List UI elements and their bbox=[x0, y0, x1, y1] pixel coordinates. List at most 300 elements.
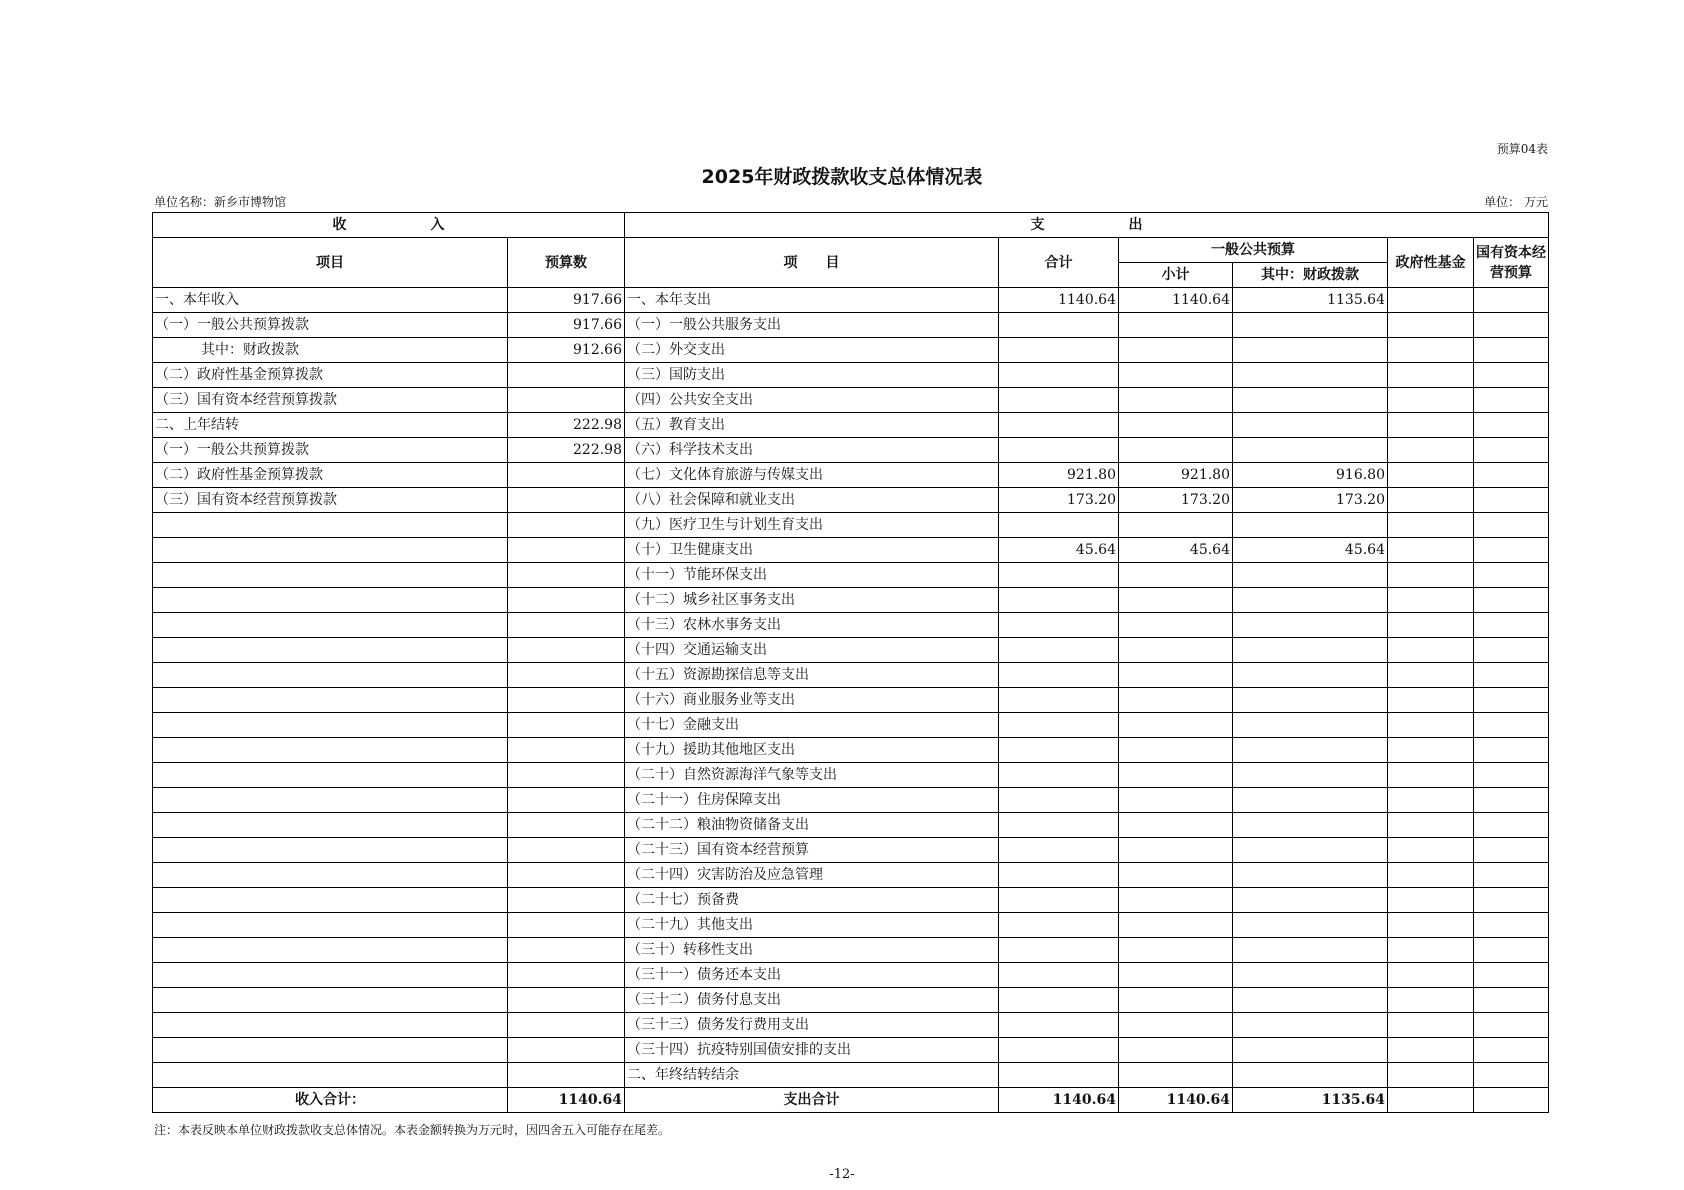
general-subtotal bbox=[1119, 888, 1233, 913]
gov-fund-amount bbox=[1388, 438, 1474, 463]
fiscal-allocation bbox=[1233, 738, 1388, 763]
income-item: （一）一般公共预算拨款 bbox=[153, 313, 508, 338]
expense-total bbox=[999, 1063, 1119, 1088]
general-subtotal bbox=[1119, 638, 1233, 663]
state-capital-amount bbox=[1474, 863, 1549, 888]
expense-item: （二十）自然资源海洋气象等支出 bbox=[625, 763, 999, 788]
general-subtotal bbox=[1119, 963, 1233, 988]
income-item: （二）政府性基金预算拨款 bbox=[153, 363, 508, 388]
expense-total bbox=[999, 813, 1119, 838]
table-row bbox=[153, 588, 1549, 613]
table-row bbox=[153, 1038, 1549, 1063]
state-capital-amount bbox=[1474, 588, 1549, 613]
col-subtotal: 小计 bbox=[1119, 263, 1233, 288]
table-row bbox=[153, 713, 1549, 738]
expense-total bbox=[999, 763, 1119, 788]
state-capital-amount bbox=[1474, 388, 1549, 413]
expense-total bbox=[999, 613, 1119, 638]
state-capital-amount bbox=[1474, 538, 1549, 563]
expense-item: （十七）金融支出 bbox=[625, 713, 999, 738]
state-capital-amount bbox=[1474, 463, 1549, 488]
gov-fund-amount bbox=[1388, 1063, 1474, 1088]
fiscal-allocation bbox=[1233, 613, 1388, 638]
general-subtotal bbox=[1119, 838, 1233, 863]
expense-item: （十一）节能环保支出 bbox=[625, 563, 999, 588]
state-capital-amount bbox=[1474, 638, 1549, 663]
expense-item: （二十七）预备费 bbox=[625, 888, 999, 913]
state-capital-amount bbox=[1474, 613, 1549, 638]
expense-item: （十五）资源勘探信息等支出 bbox=[625, 663, 999, 688]
income-item bbox=[153, 713, 508, 738]
expense-item: （四）公共安全支出 bbox=[625, 388, 999, 413]
general-subtotal bbox=[1119, 938, 1233, 963]
gov-fund-amount bbox=[1388, 788, 1474, 813]
expense-total bbox=[999, 413, 1119, 438]
unit-name: 单位名称：新乡市博物馆 bbox=[154, 195, 287, 209]
gov-fund-amount bbox=[1388, 688, 1474, 713]
table-row bbox=[153, 538, 1549, 563]
expense-total bbox=[999, 788, 1119, 813]
income-item bbox=[153, 788, 508, 813]
fiscal-allocation bbox=[1233, 638, 1388, 663]
fiscal-allocation bbox=[1233, 438, 1388, 463]
general-subtotal bbox=[1119, 438, 1233, 463]
income-item bbox=[153, 663, 508, 688]
gov-fund-amount bbox=[1388, 563, 1474, 588]
state-capital-amount bbox=[1474, 363, 1549, 388]
general-subtotal bbox=[1119, 738, 1233, 763]
table-row bbox=[153, 788, 1549, 813]
fiscal-allocation bbox=[1233, 563, 1388, 588]
state-capital-amount bbox=[1474, 1013, 1549, 1038]
fiscal-allocation bbox=[1233, 988, 1388, 1013]
expense-total: 1140.64 bbox=[999, 288, 1119, 313]
col-budget: 预算数 bbox=[508, 238, 625, 288]
table-row bbox=[153, 763, 1549, 788]
expense-item: （三十一）债务还本支出 bbox=[625, 963, 999, 988]
unit-label: 单位： 万元 bbox=[1484, 195, 1548, 209]
table-row bbox=[153, 438, 1549, 463]
expense-item: （一）一般公共服务支出 bbox=[625, 313, 999, 338]
income-amount bbox=[508, 513, 625, 538]
income-amount bbox=[508, 813, 625, 838]
fiscal-allocation bbox=[1233, 338, 1388, 363]
fiscal-allocation bbox=[1233, 1038, 1388, 1063]
fiscal-allocation bbox=[1233, 938, 1388, 963]
gov-fund-amount bbox=[1388, 388, 1474, 413]
general-subtotal bbox=[1119, 338, 1233, 363]
income-amount bbox=[508, 913, 625, 938]
table-row bbox=[153, 413, 1549, 438]
income-item bbox=[153, 963, 508, 988]
expense-item: （七）文化体育旅游与传媒支出 bbox=[625, 463, 999, 488]
fiscal-allocation bbox=[1233, 963, 1388, 988]
income-item bbox=[153, 563, 508, 588]
general-subtotal: 921.80 bbox=[1119, 463, 1233, 488]
gov-fund-sum bbox=[1388, 1088, 1474, 1113]
general-subtotal bbox=[1119, 613, 1233, 638]
income-amount bbox=[508, 638, 625, 663]
income-item bbox=[153, 513, 508, 538]
income-amount bbox=[508, 588, 625, 613]
income-amount bbox=[508, 1013, 625, 1038]
expense-item: （十四）交通运输支出 bbox=[625, 638, 999, 663]
income-item bbox=[153, 838, 508, 863]
expense-item: 二、年终结转结余 bbox=[625, 1063, 999, 1088]
fiscal-allocation bbox=[1233, 313, 1388, 338]
expense-total bbox=[999, 1013, 1119, 1038]
fiscal-allocation bbox=[1233, 513, 1388, 538]
page-number: -12- bbox=[829, 1167, 855, 1182]
expense-item: （三）国防支出 bbox=[625, 363, 999, 388]
fiscal-allocation bbox=[1233, 688, 1388, 713]
general-subtotal bbox=[1119, 388, 1233, 413]
form-number: 预算04表 bbox=[1496, 142, 1548, 156]
column-header-row bbox=[153, 238, 1549, 263]
table-row bbox=[153, 988, 1549, 1013]
gov-fund-amount bbox=[1388, 863, 1474, 888]
expense-item: （二十三）国有资本经营预算 bbox=[625, 838, 999, 863]
state-capital-amount bbox=[1474, 488, 1549, 513]
table-row bbox=[153, 288, 1549, 313]
general-subtotal bbox=[1119, 413, 1233, 438]
expense-item: （三十）转移性支出 bbox=[625, 938, 999, 963]
income-amount bbox=[508, 488, 625, 513]
income-item bbox=[153, 638, 508, 663]
table-row bbox=[153, 363, 1549, 388]
income-amount bbox=[508, 938, 625, 963]
income-amount bbox=[508, 863, 625, 888]
fiscal-allocation bbox=[1233, 913, 1388, 938]
general-subtotal bbox=[1119, 688, 1233, 713]
state-capital-amount bbox=[1474, 338, 1549, 363]
expense-item: （三十二）债务付息支出 bbox=[625, 988, 999, 1013]
income-amount bbox=[508, 1038, 625, 1063]
general-subtotal bbox=[1119, 1013, 1233, 1038]
page-title: 2025年财政拨款收支总体情况表 bbox=[701, 166, 983, 188]
income-amount: 917.66 bbox=[508, 288, 625, 313]
expense-total bbox=[999, 938, 1119, 963]
income-item bbox=[153, 538, 508, 563]
expense-total bbox=[999, 313, 1119, 338]
general-subtotal bbox=[1119, 1063, 1233, 1088]
fiscal-allocation bbox=[1233, 838, 1388, 863]
income-item bbox=[153, 1013, 508, 1038]
state-capital-amount bbox=[1474, 563, 1549, 588]
gov-fund-amount bbox=[1388, 988, 1474, 1013]
income-amount bbox=[508, 538, 625, 563]
table-row bbox=[153, 663, 1549, 688]
general-subtotal bbox=[1119, 663, 1233, 688]
income-amount bbox=[508, 963, 625, 988]
income-amount bbox=[508, 713, 625, 738]
expense-total: 173.20 bbox=[999, 488, 1119, 513]
gov-fund-amount bbox=[1388, 588, 1474, 613]
gov-fund-amount bbox=[1388, 738, 1474, 763]
expense-item: （二十二）粮油物资储备支出 bbox=[625, 813, 999, 838]
general-subtotal bbox=[1119, 363, 1233, 388]
state-capital-amount bbox=[1474, 1038, 1549, 1063]
income-amount bbox=[508, 738, 625, 763]
gov-fund-amount bbox=[1388, 363, 1474, 388]
gov-fund-amount bbox=[1388, 488, 1474, 513]
income-item bbox=[153, 813, 508, 838]
expense-total: 921.80 bbox=[999, 463, 1119, 488]
income-amount: 912.66 bbox=[508, 338, 625, 363]
general-subtotal bbox=[1119, 913, 1233, 938]
income-item: 其中：财政拨款 bbox=[153, 338, 508, 363]
income-item bbox=[153, 913, 508, 938]
table-row bbox=[153, 463, 1549, 488]
income-header: 收 入 bbox=[153, 213, 625, 238]
table-row bbox=[153, 938, 1549, 963]
income-amount bbox=[508, 563, 625, 588]
expense-total bbox=[999, 863, 1119, 888]
general-subtotal bbox=[1119, 763, 1233, 788]
general-subtotal bbox=[1119, 713, 1233, 738]
income-amount bbox=[508, 388, 625, 413]
income-item bbox=[153, 938, 508, 963]
fiscal-allocation bbox=[1233, 413, 1388, 438]
income-amount: 222.98 bbox=[508, 413, 625, 438]
expense-total bbox=[999, 513, 1119, 538]
state-capital-amount bbox=[1474, 513, 1549, 538]
col-expense-item: 项 目 bbox=[625, 238, 999, 288]
expense-total bbox=[999, 888, 1119, 913]
income-item bbox=[153, 613, 508, 638]
income-item: （一）一般公共预算拨款 bbox=[153, 438, 508, 463]
expense-item: （二）外交支出 bbox=[625, 338, 999, 363]
budget-table bbox=[152, 212, 1549, 1113]
fiscal-allocation-sum: 1135.64 bbox=[1233, 1088, 1388, 1113]
fiscal-allocation bbox=[1233, 888, 1388, 913]
income-amount bbox=[508, 613, 625, 638]
gov-fund-amount bbox=[1388, 313, 1474, 338]
fiscal-allocation: 45.64 bbox=[1233, 538, 1388, 563]
table-row bbox=[153, 863, 1549, 888]
gov-fund-amount bbox=[1388, 938, 1474, 963]
income-amount bbox=[508, 838, 625, 863]
state-capital-amount bbox=[1474, 738, 1549, 763]
fiscal-allocation bbox=[1233, 1063, 1388, 1088]
table-row bbox=[153, 1013, 1549, 1038]
expense-item: （二十一）住房保障支出 bbox=[625, 788, 999, 813]
state-capital-amount bbox=[1474, 763, 1549, 788]
state-capital-sum bbox=[1474, 1088, 1549, 1113]
income-amount: 917.66 bbox=[508, 313, 625, 338]
gov-fund-amount bbox=[1388, 288, 1474, 313]
fiscal-allocation bbox=[1233, 788, 1388, 813]
state-capital-amount bbox=[1474, 288, 1549, 313]
income-item bbox=[153, 1038, 508, 1063]
expense-total bbox=[999, 688, 1119, 713]
state-capital-amount bbox=[1474, 788, 1549, 813]
general-subtotal bbox=[1119, 313, 1233, 338]
gov-fund-amount bbox=[1388, 888, 1474, 913]
general-subtotal bbox=[1119, 788, 1233, 813]
table-row bbox=[153, 913, 1549, 938]
state-capital-amount bbox=[1474, 838, 1549, 863]
gov-fund-amount bbox=[1388, 963, 1474, 988]
income-item: 二、上年结转 bbox=[153, 413, 508, 438]
expense-item: 一、本年支出 bbox=[625, 288, 999, 313]
income-item bbox=[153, 988, 508, 1013]
table-row bbox=[153, 488, 1549, 513]
table-row bbox=[153, 688, 1549, 713]
fiscal-allocation bbox=[1233, 388, 1388, 413]
general-subtotal bbox=[1119, 563, 1233, 588]
income-amount bbox=[508, 988, 625, 1013]
state-capital-amount bbox=[1474, 688, 1549, 713]
gov-fund-amount bbox=[1388, 913, 1474, 938]
expense-total bbox=[999, 738, 1119, 763]
table-row bbox=[153, 638, 1549, 663]
general-subtotal-sum: 1140.64 bbox=[1119, 1088, 1233, 1113]
gov-fund-amount bbox=[1388, 413, 1474, 438]
income-amount bbox=[508, 688, 625, 713]
table-row bbox=[153, 338, 1549, 363]
table-row bbox=[153, 738, 1549, 763]
expense-item: （五）教育支出 bbox=[625, 413, 999, 438]
fiscal-allocation bbox=[1233, 663, 1388, 688]
expense-item: （二十四）灾害防治及应急管理 bbox=[625, 863, 999, 888]
expense-total-label: 支出合计 bbox=[625, 1088, 999, 1113]
col-general-budget: 一般公共预算 bbox=[1119, 238, 1388, 263]
state-capital-amount bbox=[1474, 988, 1549, 1013]
fiscal-allocation: 173.20 bbox=[1233, 488, 1388, 513]
state-capital-amount bbox=[1474, 313, 1549, 338]
gov-fund-amount bbox=[1388, 1013, 1474, 1038]
gov-fund-amount bbox=[1388, 638, 1474, 663]
col-fiscal: 其中：财政拨款 bbox=[1233, 263, 1388, 288]
expense-item: （二十九）其他支出 bbox=[625, 913, 999, 938]
table-row bbox=[153, 1063, 1549, 1088]
general-subtotal: 1140.64 bbox=[1119, 288, 1233, 313]
col-item: 项目 bbox=[153, 238, 508, 288]
state-capital-amount bbox=[1474, 663, 1549, 688]
expense-item: （十三）农林水事务支出 bbox=[625, 613, 999, 638]
state-capital-amount bbox=[1474, 438, 1549, 463]
expense-total bbox=[999, 913, 1119, 938]
table-row bbox=[153, 613, 1549, 638]
state-capital-amount bbox=[1474, 888, 1549, 913]
income-amount bbox=[508, 1063, 625, 1088]
state-capital-amount bbox=[1474, 413, 1549, 438]
income-item bbox=[153, 738, 508, 763]
table-row bbox=[153, 313, 1549, 338]
table-row bbox=[153, 513, 1549, 538]
income-amount bbox=[508, 788, 625, 813]
expense-item: （十九）援助其他地区支出 bbox=[625, 738, 999, 763]
expense-total-sum: 1140.64 bbox=[999, 1088, 1119, 1113]
expense-item: （十二）城乡社区事务支出 bbox=[625, 588, 999, 613]
expense-total bbox=[999, 563, 1119, 588]
table-row bbox=[153, 838, 1549, 863]
expense-item: （十六）商业服务业等支出 bbox=[625, 688, 999, 713]
income-item bbox=[153, 588, 508, 613]
expense-total bbox=[999, 388, 1119, 413]
fiscal-allocation bbox=[1233, 763, 1388, 788]
income-item bbox=[153, 888, 508, 913]
state-capital-amount bbox=[1474, 938, 1549, 963]
expense-total bbox=[999, 713, 1119, 738]
general-subtotal bbox=[1119, 588, 1233, 613]
expense-total bbox=[999, 838, 1119, 863]
general-subtotal: 45.64 bbox=[1119, 538, 1233, 563]
income-item: （三）国有资本经营预算拨款 bbox=[153, 488, 508, 513]
col-total: 合计 bbox=[999, 238, 1119, 288]
income-total-amount: 1140.64 bbox=[508, 1088, 625, 1113]
income-amount bbox=[508, 363, 625, 388]
fiscal-allocation bbox=[1233, 863, 1388, 888]
general-subtotal bbox=[1119, 813, 1233, 838]
expense-total bbox=[999, 338, 1119, 363]
gov-fund-amount bbox=[1388, 613, 1474, 638]
income-item: 一、本年收入 bbox=[153, 288, 508, 313]
expense-total bbox=[999, 588, 1119, 613]
state-capital-amount bbox=[1474, 813, 1549, 838]
fiscal-allocation: 1135.64 bbox=[1233, 288, 1388, 313]
general-subtotal bbox=[1119, 988, 1233, 1013]
income-amount: 222.98 bbox=[508, 438, 625, 463]
col-state-capital: 国有资本经营预算 bbox=[1474, 238, 1549, 288]
income-item bbox=[153, 863, 508, 888]
gov-fund-amount bbox=[1388, 513, 1474, 538]
income-amount bbox=[508, 663, 625, 688]
expense-total bbox=[999, 663, 1119, 688]
table-row bbox=[153, 963, 1549, 988]
expense-total bbox=[999, 1038, 1119, 1063]
table-row bbox=[153, 388, 1549, 413]
expense-total bbox=[999, 638, 1119, 663]
gov-fund-amount bbox=[1388, 813, 1474, 838]
gov-fund-amount bbox=[1388, 763, 1474, 788]
expense-total bbox=[999, 438, 1119, 463]
state-capital-amount bbox=[1474, 713, 1549, 738]
general-subtotal bbox=[1119, 863, 1233, 888]
fiscal-allocation bbox=[1233, 813, 1388, 838]
income-amount bbox=[508, 763, 625, 788]
state-capital-amount bbox=[1474, 963, 1549, 988]
section-header-row bbox=[153, 213, 1549, 238]
table-row bbox=[153, 888, 1549, 913]
income-amount bbox=[508, 463, 625, 488]
expense-total bbox=[999, 963, 1119, 988]
table-row bbox=[153, 563, 1549, 588]
state-capital-amount bbox=[1474, 913, 1549, 938]
footnote: 注：本表反映本单位财政拨款收支总体情况。本表金额转换为万元时，因四舍五入可能存在尾差。 bbox=[154, 1123, 671, 1137]
expense-total: 45.64 bbox=[999, 538, 1119, 563]
gov-fund-amount bbox=[1388, 713, 1474, 738]
income-amount bbox=[508, 888, 625, 913]
income-item: （三）国有资本经营预算拨款 bbox=[153, 388, 508, 413]
state-capital-amount bbox=[1474, 1063, 1549, 1088]
general-subtotal bbox=[1119, 1038, 1233, 1063]
income-total-label: 收入合计： bbox=[153, 1088, 508, 1113]
income-item bbox=[153, 1063, 508, 1088]
fiscal-allocation bbox=[1233, 1013, 1388, 1038]
gov-fund-amount bbox=[1388, 1038, 1474, 1063]
expense-item: （九）医疗卫生与计划生育支出 bbox=[625, 513, 999, 538]
fiscal-allocation bbox=[1233, 713, 1388, 738]
income-item bbox=[153, 688, 508, 713]
general-subtotal bbox=[1119, 513, 1233, 538]
col-gov-fund: 政府性基金 bbox=[1388, 238, 1474, 288]
expense-item: （八）社会保障和就业支出 bbox=[625, 488, 999, 513]
table-row bbox=[153, 813, 1549, 838]
gov-fund-amount bbox=[1388, 663, 1474, 688]
expense-item: （三十四）抗疫特别国债安排的支出 bbox=[625, 1038, 999, 1063]
